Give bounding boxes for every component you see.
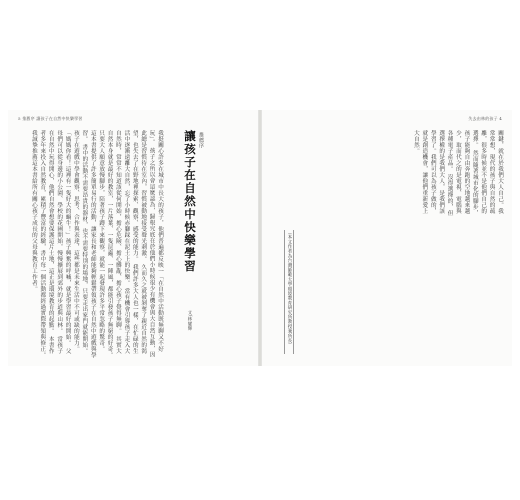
paragraph: 其實大自然本身就是最好的教室，一片落葉、一隻昆蟲、一陣風，都能引發孩子無窮的好奇。 <box>106 130 121 358</box>
right-page-body <box>412 130 504 218</box>
right-page-header: 失去由林的孩子 4 <box>468 116 502 121</box>
byline: 文/林耀輝 <box>187 310 192 332</box>
section-label: 推薦序 <box>198 132 204 149</box>
paragraph: 本書作者多年來投入自然教育，累積了豐富的經驗，書中每一個活動都經過實際帶領與修正。 <box>39 130 54 358</box>
paragraph: 孩子在遊戲中學會觀察、思考、合作與表達，這些都是未來生活中不可或缺的能力。 <box>72 130 79 352</box>
left-page <box>8 110 258 366</box>
paragraph: 「媽媽你看！這裡有一隻好大的蝸牛！」孩子興奮的呼喊，就是學習最好的開始。 <box>64 130 71 346</box>
paragraph: 這本書提供了許多簡單易行的活動，讓家長和老師能夠輕鬆帶領孩子在自然中遊戲與學習。 <box>81 130 96 358</box>
left-page-header: 5 推薦序 讓孩子在自然中快樂學習 <box>18 116 83 121</box>
paragraph: 關鍵，就在於我們大人自己。我常常想，現代的孩子與自然的疏離，很多時候並不是他們自己的選擇。 <box>471 130 503 214</box>
paragraph: 只要大人願意放慢腳步，陪著孩子蹲下來觀察，就能一起發現許多平常忽略的驚奇。 <box>98 130 105 352</box>
author-note: （本文作者為台灣師範大學環境教育研究所教授兼所長） <box>284 230 294 354</box>
paragraph: 父母們可以從身邊的小公園、學校的花圃開始，慢慢擴展到郊外的步道與山林。 <box>56 130 71 355</box>
paragraph: 書中的活動不需要昂貴的器材，也不需要特別的場地，只要走出家門就能開始。 <box>81 144 88 355</box>
paragraph: 我挺關心許多在城市中長大的孩子，他們普遍都反映一「在自然中活動既無聊又不好玩」。 <box>148 130 163 352</box>
paragraph: 當孩子在自然中玩得開心，他們自然會想要保護這片土地，這正是環境教育的起點。 <box>47 130 63 355</box>
paragraph: 然而隨著城市化的腳步，孩子能夠自由奔跑的空地越來越少，取而代之的是電視、電腦與各種電子產品。 <box>446 130 478 217</box>
left-page-body <box>20 130 164 358</box>
paragraph: 我誠摯推薦這本書給所有關心孩子成長的父母與教育工作者。 <box>30 130 37 292</box>
paragraph: 當有機會引導孩子走入大自然時，常常不知道該從何開始，擔心危險、擔心髒亂、擔心孩子覺得無聊。 <box>114 130 130 355</box>
paragraph: 孩子之所以會這麼認為，歸根究底在於他們小時候很少有機會與大自然互動，因此總是習慣待在室內，習慣被動地接受聲光刺激。 <box>140 130 155 358</box>
paragraph: 沒得選擇的，但選擇權的是我們大人，是我們該學習了。我們可以為孩子做的，就是創造機會，讓他們重新愛上大自然。 <box>412 130 453 217</box>
book-spread <box>8 110 512 366</box>
paragraph: 久而久之就被剝奪了親近自然的渴望，也失去了在野地裡探索、觀察、感受的能力。 <box>131 130 147 355</box>
right-page <box>262 110 512 366</box>
chapter-title: 讓孩子在自然中快樂學習 <box>183 130 197 273</box>
paragraph: 我們許多大人也一樣，在忙碌的生活中逐漸遠離大自然，忘了小時候赤腳踩在泥土上的快樂。 <box>123 130 138 355</box>
